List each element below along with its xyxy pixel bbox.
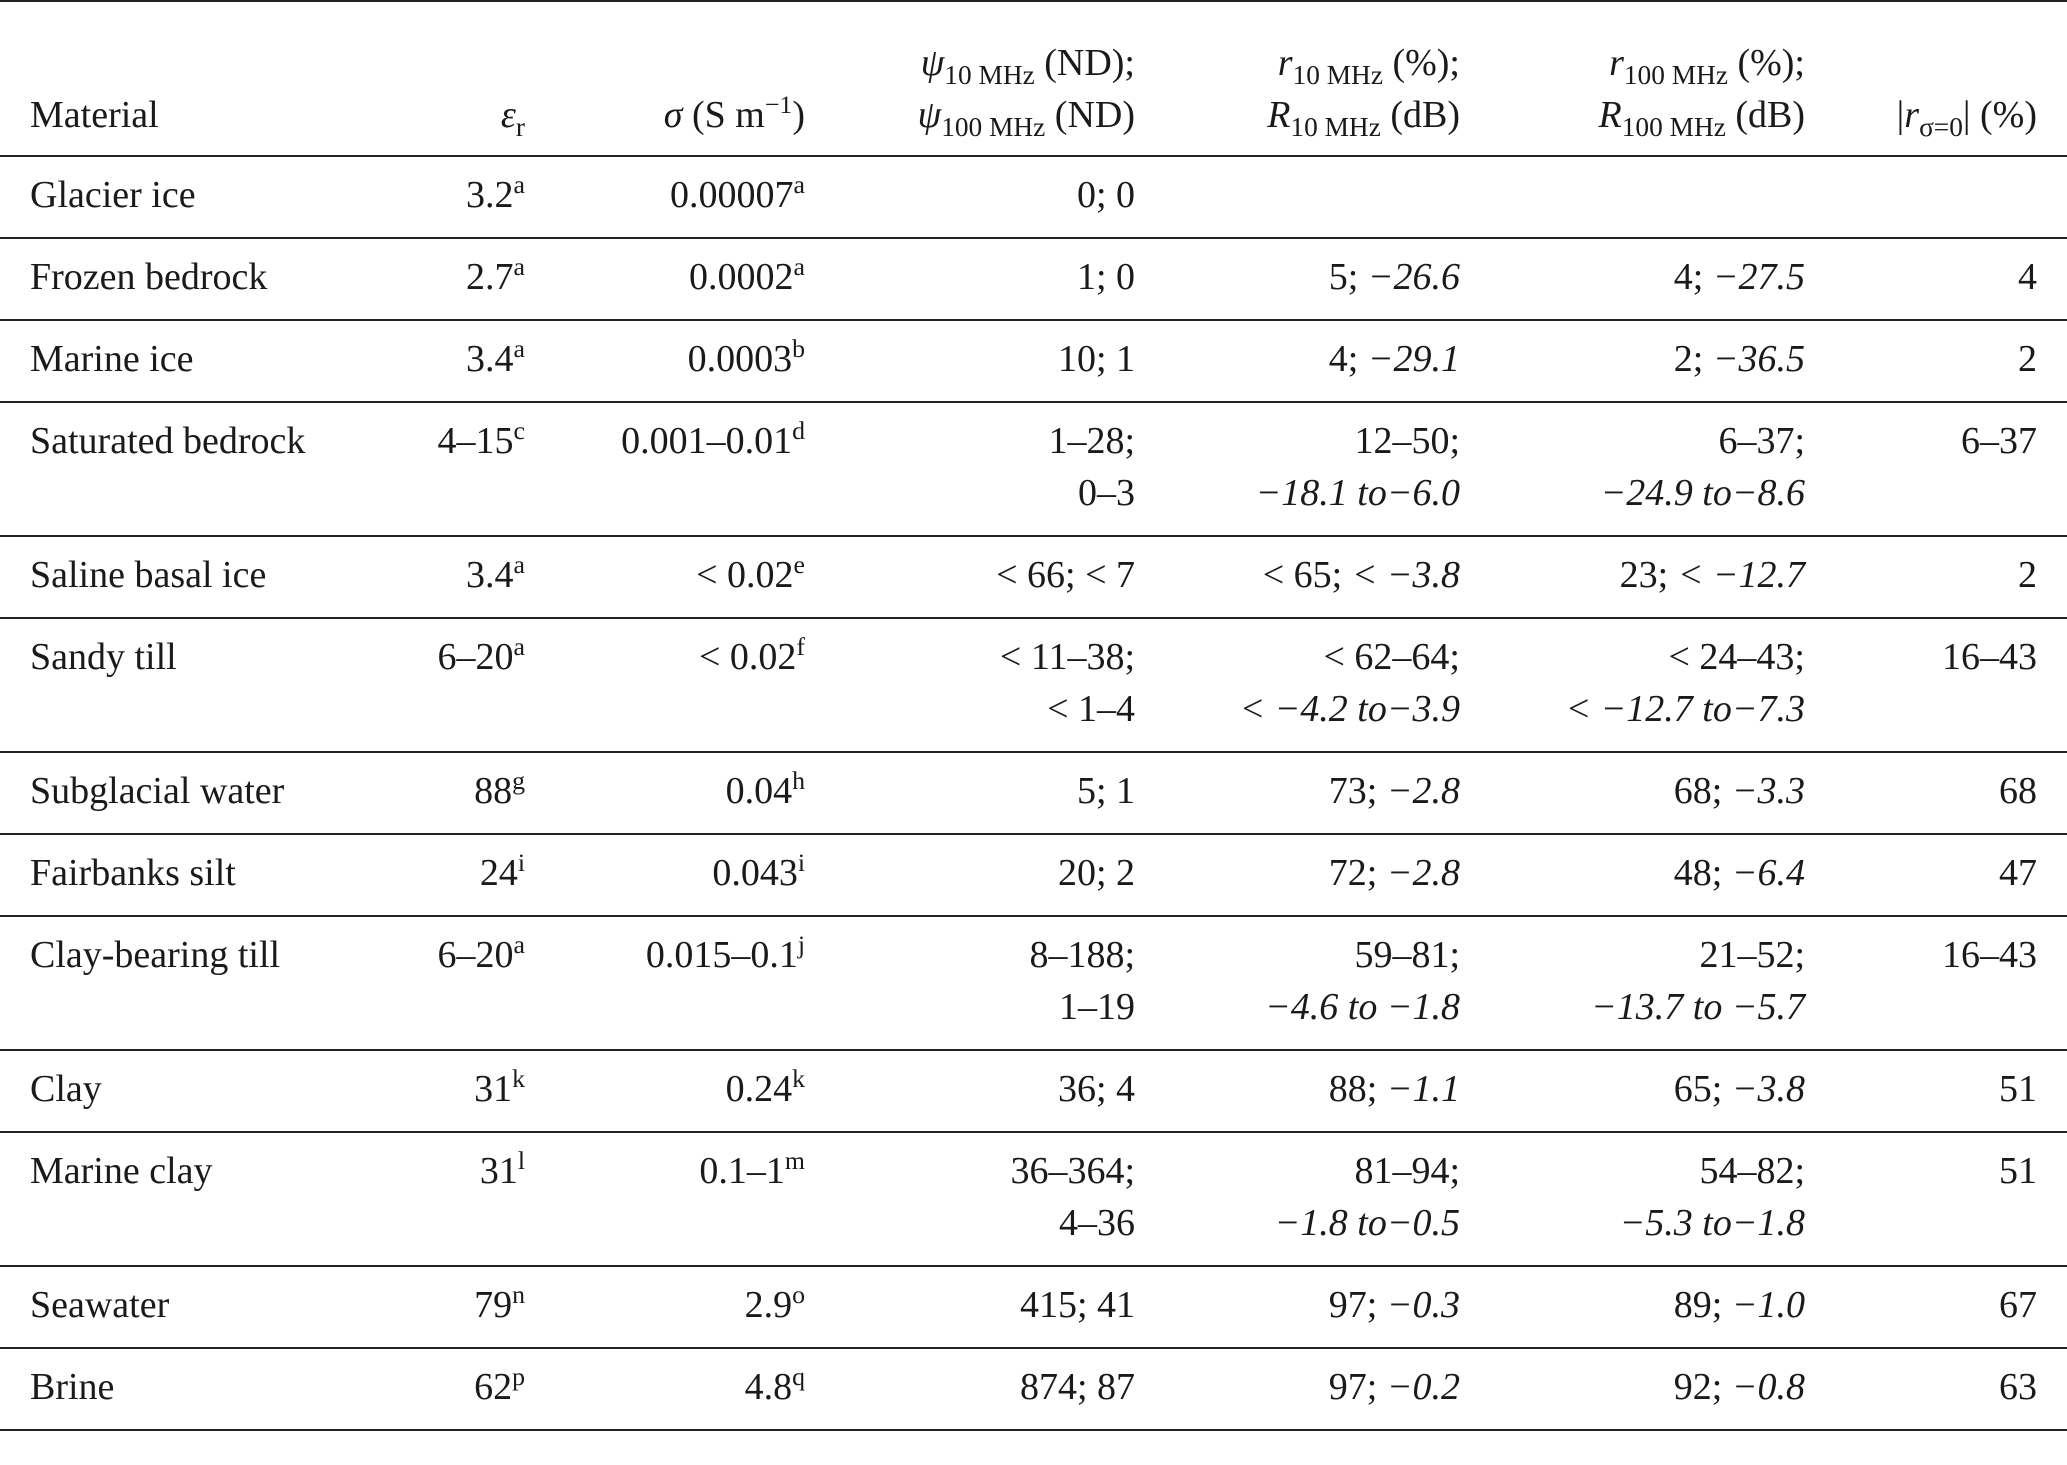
cell-reflectivity-10mhz: 5; −26.6 bbox=[1328, 256, 1460, 298]
cell-reflectivity-lossless: 16–43 bbox=[1942, 636, 2037, 678]
cell-reflectivity-10mhz: < 65; < −3.8 bbox=[1262, 554, 1460, 596]
table-body bbox=[0, 156, 2067, 1430]
cell-material: Seawater bbox=[30, 1284, 170, 1326]
cell-reflectivity-10mhz: 12–50; −18.1 to−6.0 bbox=[1255, 420, 1460, 514]
cell-reflectivity-100mhz: 2; −36.5 bbox=[1673, 338, 1805, 380]
cell-reflectivity-lossless: 51 bbox=[1999, 1150, 2037, 1192]
table-row bbox=[0, 618, 2067, 752]
cell-permittivity: 6–20$^a$ bbox=[437, 929, 525, 976]
cell-psi: 1; 0 bbox=[1076, 256, 1135, 298]
cell-permittivity: 3.4$^a$ bbox=[466, 333, 525, 380]
cell-conductivity: < 0.02$^f$ bbox=[698, 631, 805, 678]
cell-material: Subglacial water bbox=[30, 770, 285, 812]
cell-reflectivity-100mhz: 6–37; −24.9 to−8.6 bbox=[1600, 420, 1805, 514]
cell-conductivity: 0.00007$^a$ bbox=[670, 169, 805, 216]
cell-permittivity: 62$^p$ bbox=[474, 1361, 525, 1408]
cell-material: Saturated bedrock bbox=[30, 420, 306, 462]
header-permittivity: $\varepsilon_r$ bbox=[500, 94, 525, 142]
cell-conductivity: 0.015–0.1$^j$ bbox=[645, 929, 805, 976]
cell-reflectivity-lossless: 16–43 bbox=[1942, 934, 2037, 976]
cell-reflectivity-10mhz: 88; −1.1 bbox=[1328, 1068, 1460, 1110]
cell-psi: 874; 87 bbox=[1019, 1366, 1135, 1408]
cell-reflectivity-10mhz: 81–94; −1.8 to−0.5 bbox=[1274, 1150, 1460, 1244]
cell-reflectivity-100mhz: 21–52; −13.7 to −5.7 bbox=[1591, 934, 1805, 1028]
cell-material: Clay-bearing till bbox=[30, 934, 281, 976]
table-row bbox=[0, 752, 2067, 834]
cell-conductivity: 0.0002$^a$ bbox=[689, 251, 805, 298]
cell-reflectivity-10mhz: < 62–64; < −4.2 to−3.9 bbox=[1239, 636, 1460, 730]
header-conductivity: σ (S $m^{-1}$) bbox=[663, 89, 805, 136]
cell-conductivity: 0.1–1$^m$ bbox=[699, 1145, 805, 1192]
table-row bbox=[0, 320, 2067, 402]
table-row bbox=[0, 1050, 2067, 1132]
header-row bbox=[0, 1, 2067, 156]
cell-reflectivity-lossless: 51 bbox=[1999, 1068, 2037, 1110]
cell-psi: 36; 4 bbox=[1057, 1068, 1135, 1110]
cell-reflectivity-100mhz: 23; < −12.7 bbox=[1619, 554, 1805, 596]
table-row bbox=[0, 1266, 2067, 1348]
cell-material: Frozen bedrock bbox=[30, 256, 268, 298]
cell-material: Marine clay bbox=[30, 1150, 213, 1192]
cell-reflectivity-10mhz: 72; −2.8 bbox=[1328, 852, 1460, 894]
cell-permittivity: 31$^k$ bbox=[474, 1063, 525, 1110]
cell-reflectivity-lossless: 2 bbox=[2018, 338, 2037, 380]
cell-reflectivity-100mhz: 48; −6.4 bbox=[1673, 852, 1805, 894]
cell-conductivity: 0.24$^k$ bbox=[725, 1063, 805, 1110]
cell-reflectivity-100mhz: 92; −0.8 bbox=[1673, 1366, 1805, 1408]
cell-psi: 8–188; 1–19 bbox=[1029, 934, 1135, 1028]
header-reflectivity-lossless: $|r_{\sigma=0}|$ (%) bbox=[1896, 94, 2037, 142]
cell-reflectivity-100mhz: 54–82; −5.3 to−1.8 bbox=[1619, 1150, 1805, 1244]
cell-reflectivity-lossless: 4 bbox=[2018, 256, 2037, 298]
cell-psi: 36–364; 4–36 bbox=[1010, 1150, 1135, 1244]
cell-material: Saline basal ice bbox=[30, 554, 267, 596]
cell-material: Fairbanks silt bbox=[30, 852, 236, 894]
table-row bbox=[0, 916, 2067, 1050]
cell-conductivity: 0.0003$^b$ bbox=[687, 333, 805, 380]
table-header bbox=[0, 1, 2067, 156]
cell-psi: 1–28; 0–3 bbox=[1048, 420, 1135, 514]
cell-conductivity: 0.043$^i$ bbox=[712, 847, 805, 894]
cell-reflectivity-100mhz: 68; −3.3 bbox=[1673, 770, 1805, 812]
table-row bbox=[0, 238, 2067, 320]
cell-permittivity: 79$^n$ bbox=[474, 1279, 525, 1326]
cell-reflectivity-10mhz: 73; −2.8 bbox=[1328, 770, 1460, 812]
cell-reflectivity-lossless: 68 bbox=[1999, 770, 2037, 812]
cell-conductivity: 4.8$^q$ bbox=[744, 1361, 805, 1408]
cell-reflectivity-10mhz: 59–81; −4.6 to −1.8 bbox=[1265, 934, 1460, 1028]
cell-psi: 415; 41 bbox=[1019, 1284, 1135, 1326]
cell-conductivity: 0.001–0.01$^d$ bbox=[621, 415, 805, 462]
cell-permittivity: 6–20$^a$ bbox=[437, 631, 525, 678]
cell-reflectivity-100mhz: < 24–43; < −12.7 to−7.3 bbox=[1565, 636, 1805, 730]
cell-reflectivity-lossless: 67 bbox=[1999, 1284, 2037, 1326]
cell-conductivity: < 0.02$^e$ bbox=[696, 549, 805, 596]
cell-reflectivity-10mhz: 97; −0.2 bbox=[1328, 1366, 1460, 1408]
header-reflectivity-100mhz: $r_{100 MHz}$ (%); $R_{100 MHz}$ (dB) bbox=[1598, 42, 1805, 142]
cell-reflectivity-lossless: 47 bbox=[1999, 852, 2037, 894]
cell-psi: < 11–38; < 1–4 bbox=[999, 636, 1135, 730]
cell-psi: 20; 2 bbox=[1057, 852, 1135, 894]
cell-psi: < 66; < 7 bbox=[996, 554, 1135, 596]
cell-reflectivity-10mhz: 4; −29.1 bbox=[1328, 338, 1460, 380]
header-psi: $\psi_{10 MHz}$ (ND); $\psi_{100 MHz}$ (ND) bbox=[917, 42, 1135, 142]
cell-psi: 5; 1 bbox=[1076, 770, 1135, 812]
cell-conductivity: 0.04$^h$ bbox=[725, 765, 805, 812]
cell-reflectivity-lossless: 2 bbox=[2018, 554, 2037, 596]
cell-material: Marine ice bbox=[30, 338, 194, 380]
cell-psi: 0; 0 bbox=[1076, 174, 1135, 216]
table-row bbox=[0, 536, 2067, 618]
cell-permittivity: 24$^i$ bbox=[479, 847, 525, 894]
cell-permittivity: 2.7$^a$ bbox=[466, 251, 525, 298]
table-row bbox=[0, 834, 2067, 916]
table-row bbox=[0, 1132, 2067, 1266]
cell-permittivity: 3.4$^a$ bbox=[466, 549, 525, 596]
cell-permittivity: 3.2$^a$ bbox=[466, 169, 525, 216]
cell-material: Sandy till bbox=[30, 636, 177, 678]
header-reflectivity-10mhz: $r_{10 MHz}$ (%); $R_{10 MHz}$ (dB) bbox=[1267, 42, 1460, 142]
cell-material: Clay bbox=[30, 1068, 102, 1110]
cell-reflectivity-10mhz: 97; −0.3 bbox=[1328, 1284, 1460, 1326]
table-row bbox=[0, 402, 2067, 536]
cell-reflectivity-lossless: 6–37 bbox=[1961, 420, 2037, 462]
cell-reflectivity-lossless: 63 bbox=[1999, 1366, 2037, 1408]
cell-material: Brine bbox=[30, 1366, 115, 1408]
cell-permittivity: 4–15$^c$ bbox=[437, 415, 525, 462]
cell-permittivity: 31$^l$ bbox=[479, 1145, 525, 1192]
cell-material: Glacier ice bbox=[30, 174, 196, 216]
header-material: Material bbox=[30, 94, 159, 136]
cell-reflectivity-100mhz bbox=[1460, 156, 1805, 238]
table-row bbox=[0, 156, 2067, 238]
cell-conductivity: 2.9$^o$ bbox=[744, 1279, 805, 1326]
cell-reflectivity-100mhz: 4; −27.5 bbox=[1673, 256, 1805, 298]
cell-psi: 10; 1 bbox=[1057, 338, 1135, 380]
cell-reflectivity-100mhz: 65; −3.8 bbox=[1673, 1068, 1805, 1110]
cell-permittivity: 88$^g$ bbox=[474, 765, 525, 812]
cell-reflectivity-lossless bbox=[1805, 156, 2067, 238]
table-row bbox=[0, 1348, 2067, 1430]
cell-reflectivity-10mhz bbox=[1135, 156, 1460, 238]
cell-reflectivity-100mhz: 89; −1.0 bbox=[1673, 1284, 1805, 1326]
